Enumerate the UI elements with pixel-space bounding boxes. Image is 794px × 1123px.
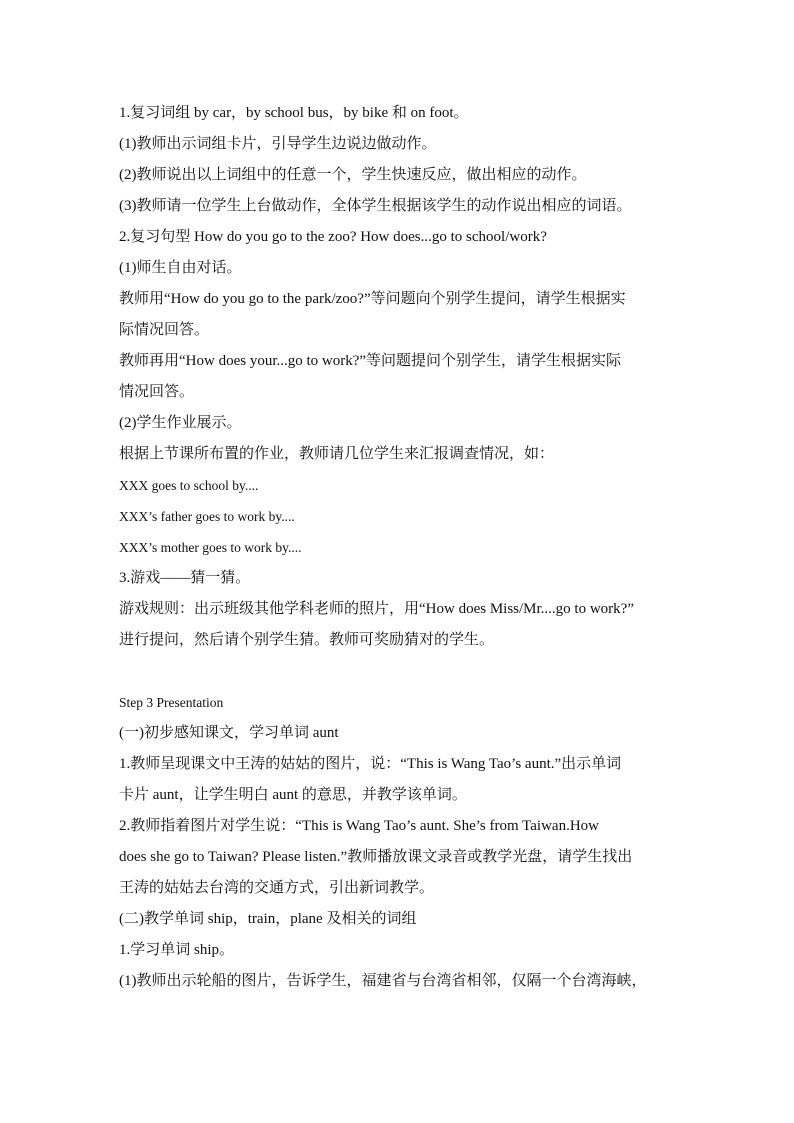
text-line: 2.复习句型 How do you go to the zoo? How does...go to school/work?: [119, 229, 547, 245]
text-line: 进行提问，然后请个别学生猜。教师可奖励猜对的学生。: [119, 632, 495, 648]
text-line: 际情况回答。: [119, 322, 210, 338]
text-line: 根据上节课所布置的作业，教师请几位学生来汇报调查情况，如：: [119, 446, 555, 462]
text-line: 王涛的姑姑去台湾的交通方式，引出新词教学。: [119, 880, 435, 896]
text-line: XXX’s mother goes to work by....: [119, 540, 302, 555]
text-line: 1.复习词组 by car，by school bus，by bike 和 on foot。: [119, 105, 469, 121]
text-line: 卡片 aunt，让学生明白 aunt 的意思，并教学该单词。: [119, 787, 467, 803]
text-line: (1)师生自由对话。: [119, 260, 242, 276]
blank-line: [119, 656, 679, 687]
text-line: 游戏规则：出示班级其他学科老师的照片，用“How does Miss/Mr....go to work?”: [119, 601, 634, 617]
text-line: XXX goes to school by....: [119, 478, 259, 493]
text-line: XXX’s father goes to work by....: [119, 509, 295, 524]
text-line: (一)初步感知课文，学习单词 aunt: [119, 725, 339, 741]
text-line: (2)教师说出以上词组中的任意一个，学生快速反应，做出相应的动作。: [119, 167, 587, 183]
text-line: 2.教师指着图片对学生说：“This is Wang Tao’s aunt. She’s from Taiwan.How: [119, 818, 599, 834]
text-line: 1.教师呈现课文中王涛的姑姑的图片，说：“This is Wang Tao’s aunt.”出示单词: [119, 756, 622, 772]
text-line: 教师再用“How does your...go to work?”等问题提问个别学生，请学生根据实际: [119, 353, 622, 369]
text-line: (2)学生作业展示。: [119, 415, 242, 431]
text-line: does she go to Taiwan? Please listen.”教师播放课文录音或教学光盘，请学生找出: [119, 849, 633, 865]
text-line: (3)教师请一位学生上台做动作，全体学生根据该学生的动作说出相应的词语。: [119, 198, 632, 214]
text-line: 教师用“How do you go to the park/zoo?”等问题向个别学生提问，请学生根据实: [119, 291, 626, 307]
text-line: 3.游戏——猜一猜。: [119, 570, 251, 586]
text-line: (1)教师出示词组卡片，引导学生边说边做动作。: [119, 136, 437, 152]
text-line: 1.学习单词 ship。: [119, 942, 235, 958]
text-line: 情况回答。: [119, 384, 195, 400]
text-line: (1)教师出示轮船的图片，告诉学生，福建省与台湾省相邻，仅隔一个台湾海峡，: [119, 973, 647, 989]
section-heading: Step 3 Presentation: [119, 695, 224, 710]
text-line: (二)教学单词 ship，train，plane 及相关的词组: [119, 911, 417, 927]
document-body: [119, 98, 679, 997]
